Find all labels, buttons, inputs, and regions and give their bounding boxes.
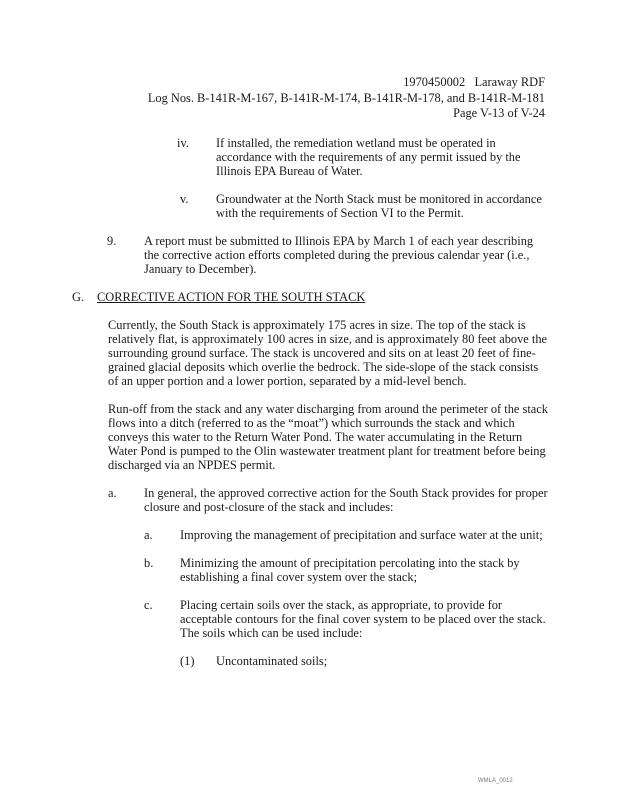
item-v-marker: v. — [180, 192, 189, 206]
item-v-line-1: Groundwater at the North Stack must be monitored in accordance — [216, 192, 542, 206]
item-iv-line-3: Illinois EPA Bureau of Water. — [216, 164, 363, 178]
item-a-marker: a. — [108, 486, 117, 500]
item-a-line-2: closure and post-closure of the stack and includes: — [144, 500, 394, 514]
header-line-1: 1970450002 Laraway RDF — [403, 75, 545, 89]
item-iv-line-2: accordance with the requirements of any permit issued by the — [216, 150, 521, 164]
item-9-line-1: A report must be submitted to Illinois EPA by March 1 of each year describing — [144, 234, 534, 248]
sub-a-marker: a. — [144, 528, 153, 542]
para-2-line-5: discharged via an NPDES permit. — [108, 458, 276, 472]
item-9-marker: 9. — [107, 234, 117, 248]
para-1-line-1: Currently, the South Stack is approximately 175 acres in size. The top of the stack is — [108, 318, 526, 332]
sub-b-line-1: Minimizing the amount of precipitation percolating into the stack by — [180, 556, 520, 570]
item-9-line-2: the corrective action efforts completed during the previous calendar year (i.e., — [144, 248, 530, 262]
para-1-line-2: relatively flat, is approximately 100 acres in size, and is approximately 80 feet above the — [108, 332, 548, 346]
sub-b-marker: b. — [144, 556, 154, 570]
para-2-line-4: Water Pond is pumped to the Olin wastewater treatment plant for treatment before being — [108, 444, 546, 458]
sub-a-line-1: Improving the management of precipitation and surface water at the unit; — [180, 528, 543, 542]
item-a-line-1: In general, the approved corrective action for the South Stack provides for proper — [144, 486, 548, 500]
sub-1-line-1: Uncontaminated soils; — [216, 654, 328, 668]
section-g-marker: G. — [72, 290, 85, 304]
section-g-title-text: CORRECTIVE ACTION FOR THE SOUTH STACK — [97, 290, 366, 304]
sub-b-line-2: establishing a final cover system over the stack; — [180, 570, 418, 584]
section-g-title — [97, 290, 365, 304]
sub-c-line-3: The soils which can be used include: — [180, 626, 363, 640]
para-1-line-3: surrounding ground surface. The stack is uncovered and sits on at least 20 feet of fine- — [108, 346, 536, 360]
para-2-line-2: flows into a ditch (referred to as the “moat”) which surrounds the stack and which — [108, 416, 515, 430]
para-2-line-3: conveys this water to the Return Water Pond. The water accumulating in the Return — [108, 430, 523, 444]
footer-stamp: WMLA_0012 — [478, 778, 513, 784]
item-iv-line-1: If installed, the remediation wetland must be operated in — [216, 136, 496, 150]
sub-c-line-2: acceptable contours for the final cover system to be placed over the stack. — [180, 612, 546, 626]
sub-1-marker: (1) — [180, 654, 195, 668]
header-line-3: Page V-13 of V-24 — [453, 106, 545, 120]
para-1-line-4: grained glacial deposits which overlie the bedrock. The side-slope of the stack consists — [108, 360, 539, 374]
para-1-line-5: of an upper portion and a lower portion, separated by a mid-level bench. — [108, 374, 467, 388]
item-v-line-2: with the requirements of Section VI to the Permit. — [216, 206, 464, 220]
sub-c-line-1: Placing certain soils over the stack, as appropriate, to provide for — [180, 598, 503, 612]
item-iv-marker: iv. — [177, 136, 189, 150]
item-9-line-3: January to December). — [144, 262, 257, 276]
header-line-2: Log Nos. B-141R-M-167, B-141R-M-174, B-141R-M-178, and B-141R-M-181 — [147, 91, 545, 105]
para-2-line-1: Run-off from the stack and any water discharging from around the perimeter of the stack — [108, 402, 548, 416]
sub-c-marker: c. — [144, 598, 153, 612]
